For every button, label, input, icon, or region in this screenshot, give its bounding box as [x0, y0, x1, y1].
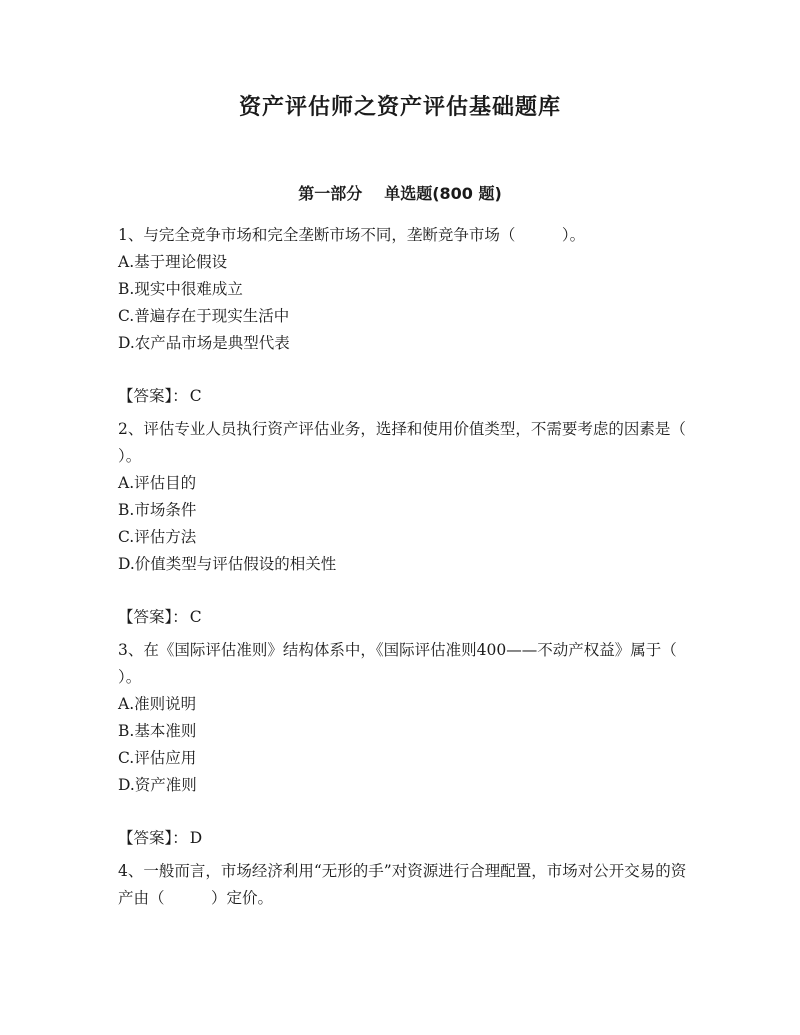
answer-line: [118, 604, 690, 631]
question-text: 2、评估专业人员执行资产评估业务，选择和使用价值类型，不需要考虑的因素是（ ）。: [118, 420, 733, 465]
answer-label: 【答案】：: [118, 608, 188, 626]
document-title: 资产评估师之资产评估基础题库: [238, 95, 561, 120]
option-c: C.普遍存在于现实生活中: [118, 307, 290, 325]
option-c: C.评估应用: [118, 749, 197, 767]
question-4: [118, 858, 690, 912]
question-list: [118, 222, 739, 912]
section-part: 第一部分: [298, 184, 363, 203]
option-b: B.基本准则: [118, 722, 197, 740]
answer-value: C: [189, 387, 202, 405]
option-d: D.价值类型与评估假设的相关性: [118, 555, 337, 573]
option-b: B.市场条件: [118, 501, 197, 519]
section-name: 单选题(800 题): [384, 184, 502, 203]
question-2: [118, 416, 733, 631]
option-b: B.现实中很难成立: [118, 280, 243, 298]
option-a: A.准则说明: [118, 695, 197, 713]
question-text: 1、与完全竞争市场和完全垄断市场不同，垄断竞争市场（ ）。: [118, 226, 586, 244]
answer-value: D: [189, 829, 203, 847]
answer-line: [118, 383, 690, 410]
answer-line: [118, 825, 690, 852]
answer-label: 【答案】：: [118, 829, 188, 847]
question-text: 3、在《国际评估准则》结构体系中，《国际评估准则400——不动产权益》属于（ ）。: [118, 641, 739, 686]
question-text: 4、一般而言，市场经济利用“无形的手”对资源进行合理配置，市场对公开交易的资产由（ ）定价。: [118, 862, 687, 907]
option-d: D.农产品市场是典型代表: [118, 334, 290, 352]
question-3: [118, 637, 739, 852]
answer-value: C: [189, 608, 202, 626]
option-c: C.评估方法: [118, 528, 197, 546]
option-d: D.资产准则: [118, 776, 197, 794]
answer-label: 【答案】：: [118, 387, 188, 405]
question-1: [118, 222, 690, 410]
option-a: A.基于理论假设: [118, 253, 228, 271]
option-a: A.评估目的: [118, 474, 197, 492]
section-heading: [0, 182, 800, 206]
